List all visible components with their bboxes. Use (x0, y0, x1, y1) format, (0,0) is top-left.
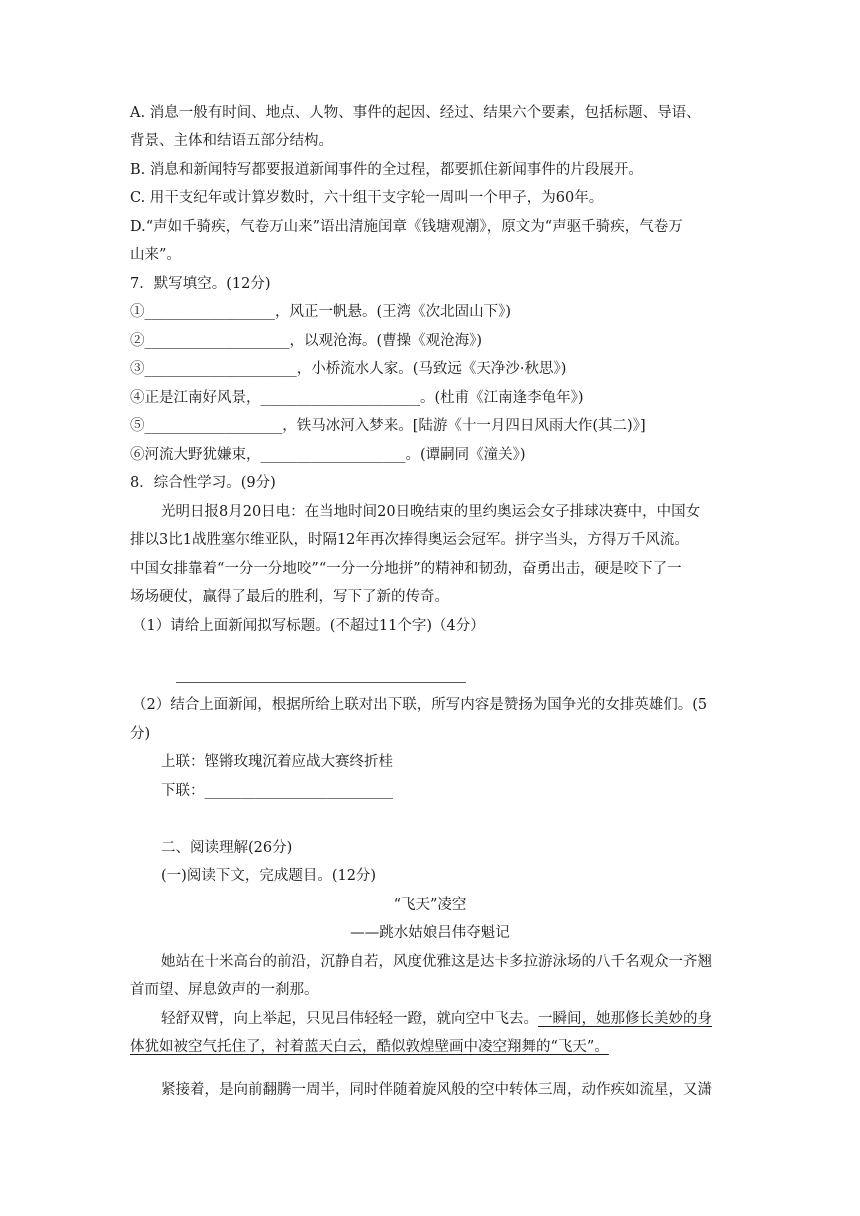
q8-sub1: （1）请给上面新闻拟写标题。(不超过11个字)（4分） (132, 618, 485, 634)
article-subtitle: ——跳水姑娘吕伟夺魁记 (350, 925, 510, 941)
paragraph-2-plain: 轻舒双臂，向上举起，只见吕伟轻轻一蹬，就向空中飞去。 (161, 1011, 538, 1027)
paragraph-2-line2 (130, 1037, 736, 1057)
q8-sub2-line2: 分) (130, 726, 151, 742)
q8-sub2-line1: （2）结合上面新闻，根据所给上联对出下联，所写内容是赞扬为国争光的女排英雄们。(5 (132, 697, 708, 713)
q8-heading: 8．综合性学习。(9分) (130, 475, 276, 491)
paragraph-2-underlined-start: 一瞬间，她那修长美妙的身 (538, 1011, 712, 1027)
headline-answer-line (176, 682, 466, 683)
option-d-line1: D.“声如千骑疾，气卷万山来”语出清施闰章《钱塘观潮》，原文为“声驱千骑疾，气卷万 (130, 219, 683, 235)
q7-item-6: ⑥河流大野犹嫌束，____________________。(谭嗣同《潼关》) (130, 447, 526, 463)
news-line-3: 中国女排靠着“一分一分地咬”“一分一分地拼”的精神和韧劲，奋勇出击，硬是咬下了一 (130, 561, 682, 577)
paragraph-2-underlined-end: 体犹如被空气托住了，衬着蓝天白云，酷似敦煌壁画中凌空翔舞的“飞天”。 (130, 1039, 609, 1055)
option-d-line2: 山来”。 (130, 247, 181, 263)
q7-item-2: ②____________________，以观沧海。(曹操《观沧海》) (130, 333, 483, 349)
q7-heading: 7．默写填空。(12分) (130, 276, 271, 292)
option-b: B. 消息和新闻特写都要报道新闻事件的全过程，都要抓住新闻事件的片段展开。 (130, 162, 643, 178)
paragraph-2-line1 (161, 1009, 767, 1029)
article-title: “飞天”凌空 (393, 897, 467, 913)
lower-couplet: 下联：__________________________ (161, 783, 393, 799)
news-line-4: 场场硬仗，赢得了最后的胜利，写下了新的传奇。 (130, 589, 449, 605)
news-line-2: 排以3比1战胜塞尔维亚队，时隔12年再次捧得奥运会冠军。拼字当头，方得万千风流。 (130, 532, 689, 548)
option-a-line1: A. 消息一般有时间、地点、人物、事件的起因、经过、结果六个要素，包括标题、导语、 (130, 105, 701, 121)
q7-item-4: ④正是江南好风景，______________________。(杜甫《江南逢李龟年》) (130, 390, 584, 406)
section-heading: 二、阅读理解(26分) (161, 840, 293, 856)
upper-couplet: 上联：铿锵玫瑰沉着应战大赛终折桂 (161, 754, 393, 770)
q7-item-5: ⑤___________________，铁马冰河入梦来。[陆游《十一月四日风雨大作(其二)》] (130, 418, 646, 434)
paragraph-3-line1: 紧接着，是向前翻腾一周半，同时伴随着旋风般的空中转体三周，动作疾如流星，又潇 (161, 1082, 712, 1098)
option-c: C. 用干支纪年或计算岁数时，六十组干支字轮一周叫一个甲子，为60年。 (130, 190, 604, 206)
paragraph-1-line1: 她站在十米高台的前沿，沉静自若，风度优雅这是达卡多拉游泳场的八千名观众一齐翘 (161, 954, 712, 970)
reading-part-heading: (一)阅读下文，完成题目。(12分) (161, 868, 377, 884)
news-line-1: 光明日报8月20日电：在当地时间20日晚结束的里约奥运会女子排球决赛中，中国女 (161, 504, 701, 520)
option-a-line2: 背景、主体和结语五部分结构。 (130, 133, 333, 149)
q7-item-1: ①__________________，风正一帆悬。(王湾《次北固山下》) (130, 304, 512, 320)
q7-item-3: ③_____________________，小桥流水人家。(马致远《天净沙·秋思》) (130, 361, 567, 377)
paragraph-1-line2: 首而望、屏息敛声的一刹那。 (130, 982, 319, 998)
